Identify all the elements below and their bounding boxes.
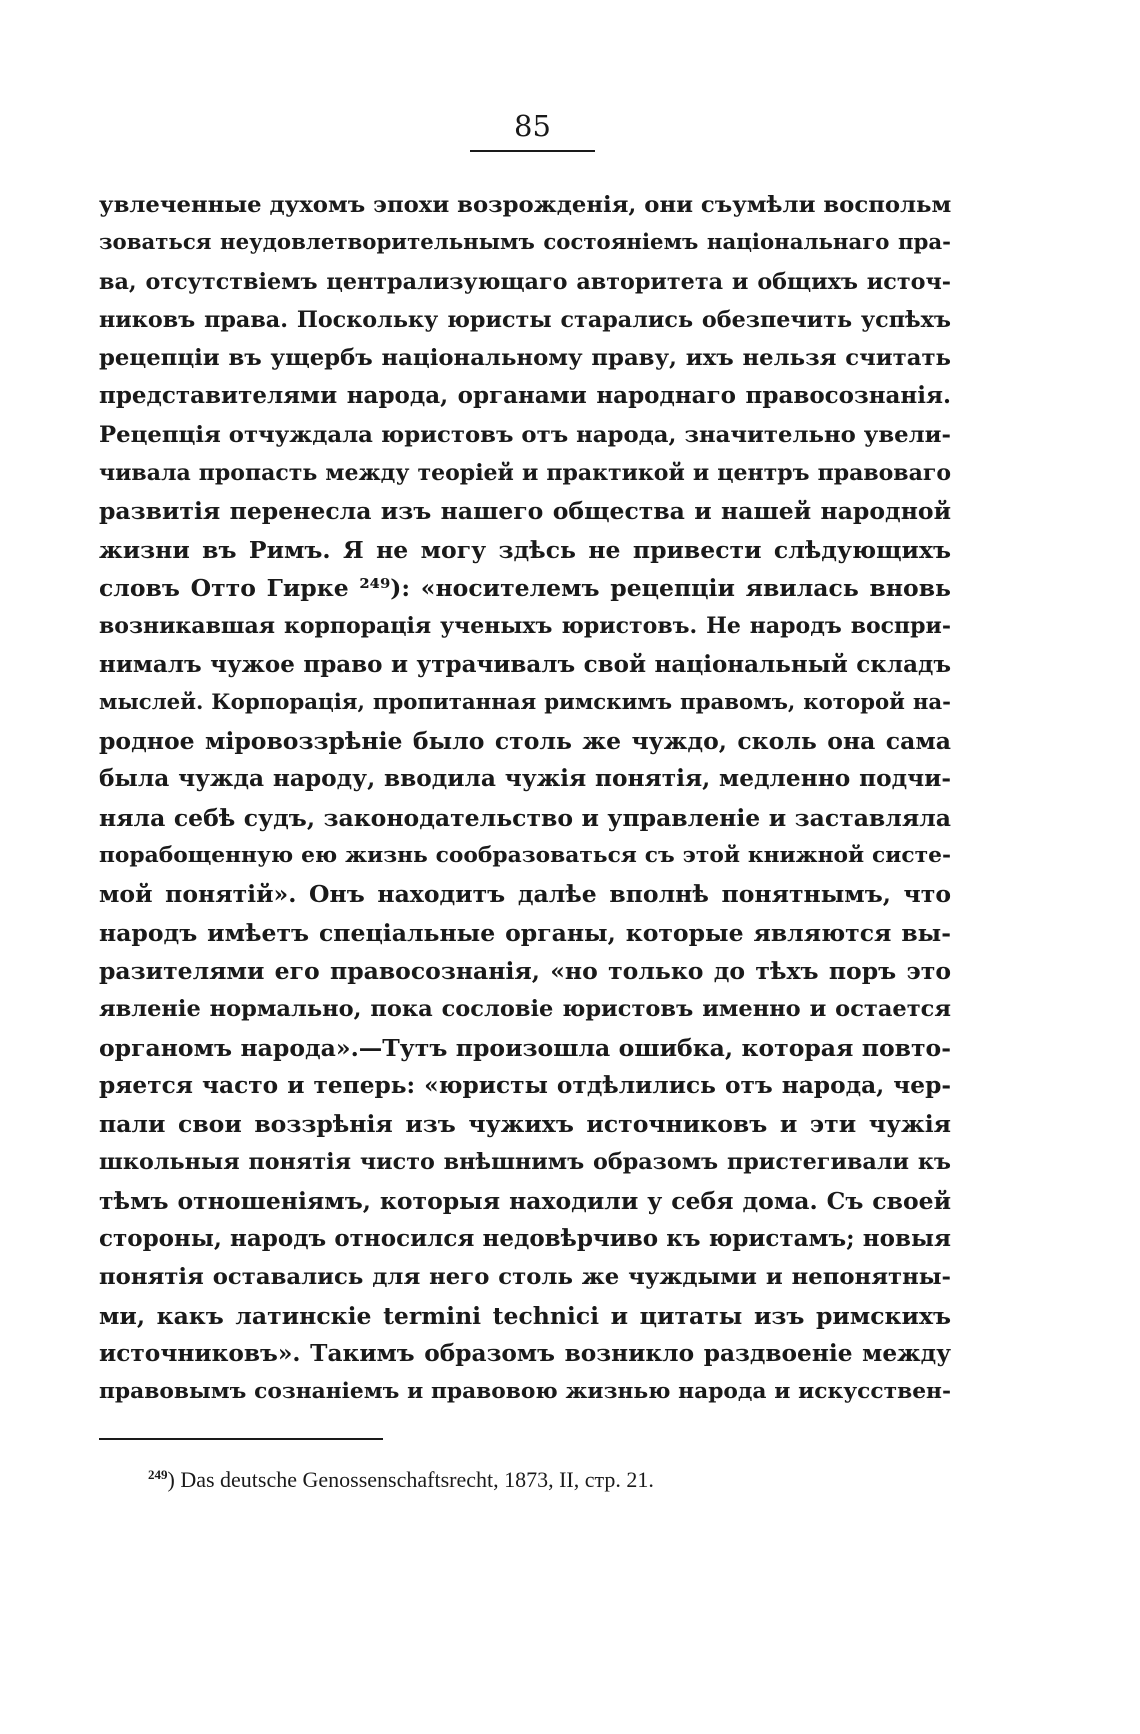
footnote-marker: 249 <box>148 1467 168 1482</box>
text-line: ва, отсутствіемъ централизующаго авторитета и общихъ источ- <box>99 268 951 295</box>
text-line: разителями его правосознанія, «но только до тѣхъ поръ это <box>99 956 951 985</box>
text-line: мыслей. Корпорація, пропитанная римскимъ правомъ, которой на- <box>99 689 951 715</box>
text-line: нималъ чужое право и утрачивалъ свой національный складъ <box>99 650 951 678</box>
text-line: понятія оставались для него столь же чуждыми и непонятны- <box>99 1264 951 1291</box>
text-line: представителями народа, органами народнаго правосознанія. <box>99 382 951 410</box>
text-line: правовымъ сознаніемъ и правовою жизнью народа и искусствен- <box>99 1379 951 1405</box>
text-line: ми, какъ латинскіе termini technici и цитаты изъ римскихъ <box>99 1301 951 1330</box>
footnote-paren: ) <box>167 1467 181 1492</box>
text-line: родное міровоззрѣніе было столь же чуждо, сколь она сама <box>99 727 951 756</box>
text-line: органомъ народа».—Тутъ произошла ошибка, которая повто- <box>99 1033 951 1062</box>
header-rule <box>470 150 595 152</box>
footnote-text: Das deutsche Genossenschaftsrecht, 1873, II, стр. 21. <box>180 1467 654 1492</box>
text-line: няла себѣ судъ, законодательство и управленіе и заставляла <box>99 803 951 832</box>
text-line: народъ имѣетъ спеціальные органы, которые являются вы- <box>99 918 951 947</box>
text-line: чивала пропасть между теоріей и практикой и центръ правоваго <box>99 460 951 487</box>
text-line: явленіе нормально, пока сословіе юристовъ именно и остается <box>99 996 951 1023</box>
text-line: словъ Отто Гирке ²⁴⁹): «носителемъ рецепціи явилась вновь <box>99 573 951 602</box>
body-text <box>99 186 951 1412</box>
text-line: мой понятій». Онъ находитъ далѣе вполнѣ понятнымъ, что <box>99 880 951 909</box>
text-line: пали свои воззрѣнія изъ чужихъ источниковъ и эти чужія <box>99 1110 951 1139</box>
text-line: рецепціи въ ущербъ національному праву, ихъ нельзя считать <box>99 345 951 372</box>
text-line: зоваться неудовлетворительнымъ состояніемъ національнаго пра- <box>99 230 951 256</box>
text-line: ряется часто и теперь: «юристы отдѣлились отъ народа, чер- <box>99 1071 951 1099</box>
text-line: была чужда народу, вводила чужія понятія, медленно подчи- <box>99 765 951 793</box>
text-line: стороны, народъ относился недовѣрчиво къ юристамъ; новыя <box>99 1225 951 1253</box>
page-number: 85 <box>514 109 551 143</box>
page-header <box>470 108 595 152</box>
text-line: школьныя понятія чисто внѣшнимъ образомъ пристегивали къ <box>99 1149 951 1176</box>
text-line: никовъ права. Поскольку юристы старались обезпечить успѣхъ <box>99 306 951 333</box>
text-line: источниковъ». Такимъ образомъ возникло раздвоеніе между <box>99 1339 951 1367</box>
text-line: увлеченные духомъ эпохи возрожденія, они съумѣли воспольм <box>99 192 952 218</box>
text-line: порабощенную ею жизнь сообразоваться съ этой книжной систе- <box>99 843 951 869</box>
footnote-rule <box>99 1438 383 1440</box>
text-line: тѣмъ отношеніямъ, которыя находили у себя дома. Съ своей <box>99 1186 951 1215</box>
text-line: Рецепція отчуждала юристовъ отъ народа, значительно увели- <box>99 421 951 448</box>
text-line: возникавшая корпорація ученыхъ юристовъ. Не народъ воспри- <box>99 613 951 640</box>
text-line: жизни въ Римъ. Я не могу здѣсь не привести слѣдующихъ <box>99 535 951 564</box>
text-line: развитія перенесла изъ нашего общества и нашей народной <box>99 497 951 526</box>
footnote <box>148 1460 654 1495</box>
